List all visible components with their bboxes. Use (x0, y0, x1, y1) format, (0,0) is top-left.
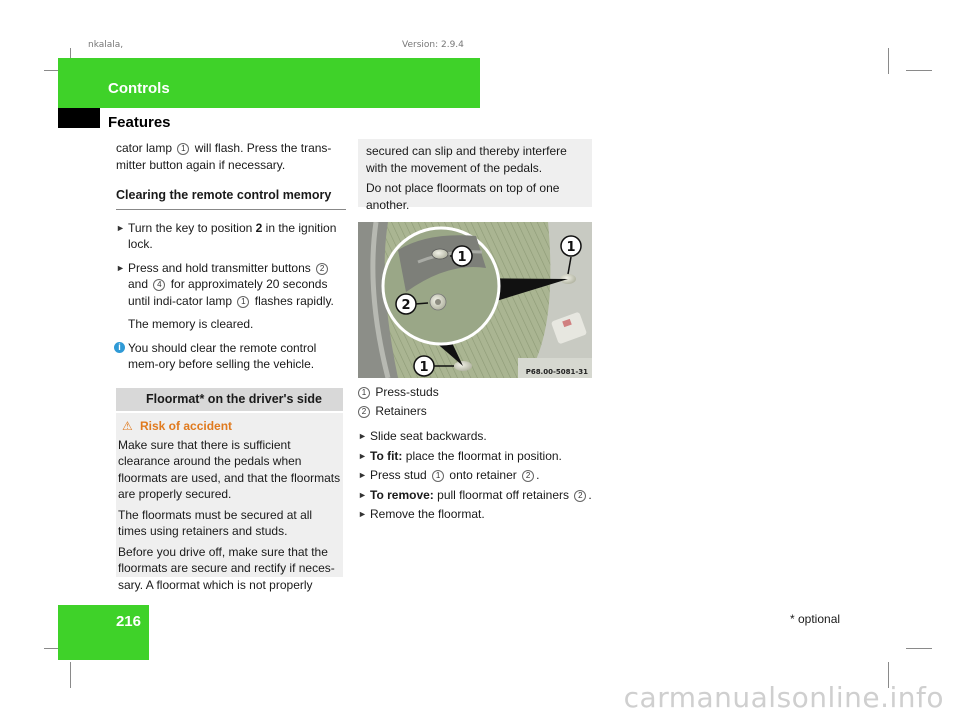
left-column (116, 140, 346, 380)
step-item: ► Turn the key to position 2 in the ignition lock. (116, 220, 337, 251)
callout-number: 2 (522, 470, 534, 482)
info-icon: i (114, 342, 125, 353)
callout-number: 2 (316, 263, 328, 275)
legend-item: 1 Press-studs (358, 384, 598, 401)
header-marker (58, 108, 100, 128)
legend-item: 2 Retainers (358, 403, 598, 420)
arrow-icon: ► (358, 489, 367, 500)
intro-paragraph: cator lamp 1 will flash. Press the trans-mitter button again if necessary. (116, 141, 332, 172)
warning-box (116, 413, 343, 592)
crop-mark (70, 662, 71, 688)
figure-code: P68.00-5081-31 (525, 368, 588, 376)
section-header-bar (58, 58, 480, 108)
warning-paragraph: Make sure that there is sufficient clearance around the pedals when floormats are used, and that the floormats are properly secured. (118, 437, 341, 501)
warning-paragraph: Before you drive off, make sure that the floormats are secure and rectify if neces-sary. A floormat which is not properly (118, 544, 335, 592)
callout-number: 2 (574, 490, 586, 502)
step-item: ► Remove the floormat. (358, 507, 485, 521)
warning-paragraph: The floormats must be secured at all times using retainers and studs. (118, 507, 313, 538)
callout-label: 1 (457, 250, 467, 265)
crop-mark (888, 48, 889, 74)
callout-number: 1 (237, 296, 249, 308)
callout-number: 1 (432, 470, 444, 482)
step-item: ► To remove: pull floormat off retainers 2 . (358, 487, 592, 502)
step-item: ► Press stud 1 onto retainer 2 . (358, 468, 540, 482)
footnote: * optional (790, 612, 841, 626)
arrow-icon: ► (358, 470, 367, 480)
meta-author: nkalala, (88, 40, 124, 50)
arrow-icon: ► (358, 509, 367, 519)
info-note: i You should clear the remote control mem-ory before selling the vehicle. (116, 340, 346, 373)
callout-number: 1 (358, 387, 370, 399)
step-item: ► To fit: place the floormat in position. (358, 448, 562, 463)
figure-legend (358, 384, 598, 421)
callout-label: 1 (566, 240, 576, 255)
warning-paragraph: secured can slip and thereby interfere with the movement of the pedals. (366, 144, 567, 175)
clearing-heading: Clearing the remote control memory (116, 187, 346, 210)
fitting-steps (358, 428, 598, 526)
callout-number: 1 (177, 143, 189, 155)
memory-cleared: The memory is cleared. (128, 317, 254, 331)
step-item: ► Press and hold transmitter buttons 2 and 4 for approximately 20 seconds until indi-cator lamp 1 flashes rapidly. (116, 260, 334, 308)
warning-title: ⚠ Risk of accident (122, 419, 233, 433)
warning-triangle-icon: ⚠ (122, 419, 133, 433)
callout-label: 1 (419, 360, 429, 375)
subsection-title: Features (108, 114, 171, 131)
arrow-icon: ► (358, 450, 367, 461)
callout-number: 2 (358, 406, 370, 418)
page-number: 216 (115, 613, 141, 630)
step-item: ► Slide seat backwards. (358, 429, 487, 443)
crop-mark (906, 70, 932, 71)
page-number-box (58, 605, 149, 660)
section-title: Controls (108, 80, 170, 97)
floormat-heading: Floormat* on the driver's side (116, 388, 343, 411)
meta-version: Version: 2.9.4 (402, 40, 464, 50)
arrow-icon: ► (116, 262, 125, 273)
watermark: carmanualsonline.info (623, 681, 944, 714)
callout-label: 2 (401, 298, 411, 313)
crop-mark (906, 648, 932, 649)
callout-number: 4 (153, 279, 165, 291)
floormat-photo (358, 222, 592, 378)
arrow-icon: ► (116, 222, 125, 233)
warning-paragraph: Do not place floormats on top of one another. (366, 181, 560, 212)
arrow-icon: ► (358, 431, 367, 441)
warning-box-continued (358, 139, 592, 212)
